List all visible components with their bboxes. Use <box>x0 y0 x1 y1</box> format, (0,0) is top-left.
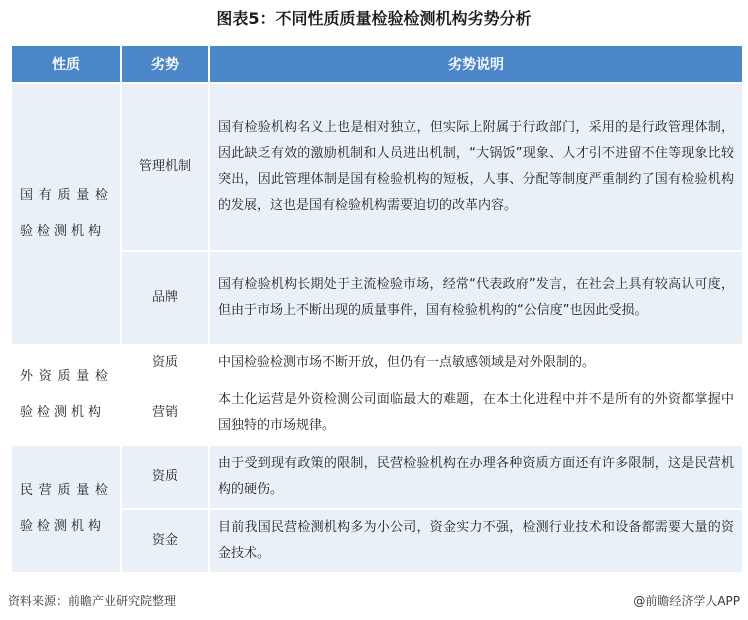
table-row <box>11 381 743 445</box>
disadvantage-cell: 资质 <box>121 445 209 509</box>
disadvantage-cell: 品牌 <box>121 251 209 345</box>
category-foreign: 外资质量检验检测机构 <box>11 345 121 445</box>
explanation-cell: 国有检验机构名义上也是相对独立，但实际上附属于行政部门，采用的是行政管理体制，因此缺乏有效的激励机制和人员进出机制，“大锅饭”现象、人才引不进留不住等现象比较突出，因此管理体制是国有检验机构的短板，人事、分配等制度严重制约了国有检验机构的发展，这也是国有检验机构需要迫切的改革内容。 <box>209 83 743 251</box>
category-private: 民营质量检验检测机构 <box>11 445 121 573</box>
header-explanation: 劣势说明 <box>209 45 743 83</box>
table-row <box>11 83 743 251</box>
explanation-cell: 由于受到现有政策的限制，民营检验机构在办理各种资质方面还有许多限制，这是民营机构的硬伤。 <box>209 445 743 509</box>
header-nature: 性质 <box>11 45 121 83</box>
disadvantage-cell: 资质 <box>121 345 209 381</box>
disadvantage-table <box>10 44 744 574</box>
category-state-owned: 国有质量检验检测机构 <box>11 83 121 345</box>
disadvantage-cell: 管理机制 <box>121 83 209 251</box>
brand-credit: @前瞻经济学人APP <box>633 594 740 608</box>
table-row <box>11 345 743 381</box>
disadvantage-cell: 资金 <box>121 509 209 573</box>
table-row <box>11 509 743 573</box>
table-row <box>11 445 743 509</box>
table-header-row <box>11 45 743 83</box>
header-disadvantage: 劣势 <box>121 45 209 83</box>
figure-title: 图表5：不同性质质量检验检测机构劣势分析 <box>216 9 532 28</box>
source-note: 资料来源：前瞻产业研究院整理 <box>8 594 177 608</box>
disadvantage-cell: 营销 <box>121 381 209 445</box>
table-row <box>11 251 743 345</box>
explanation-cell: 本土化运营是外资检测公司面临最大的难题，在本土化进程中并不是所有的外资都掌握中国独特的市场规律。 <box>209 381 743 445</box>
explanation-cell: 国有检验机构长期处于主流检验市场，经常“代表政府”发言，在社会上具有较高认可度，但由于市场上不断出现的质量事件，国有检验机构的“公信度”也因此受损。 <box>209 251 743 345</box>
explanation-cell: 目前我国民营检测机构多为小公司，资金实力不强，检测行业技术和设备都需要大量的资金技术。 <box>209 509 743 573</box>
explanation-cell: 中国检验检测市场不断开放，但仍有一点敏感领域是对外限制的。 <box>209 345 743 381</box>
